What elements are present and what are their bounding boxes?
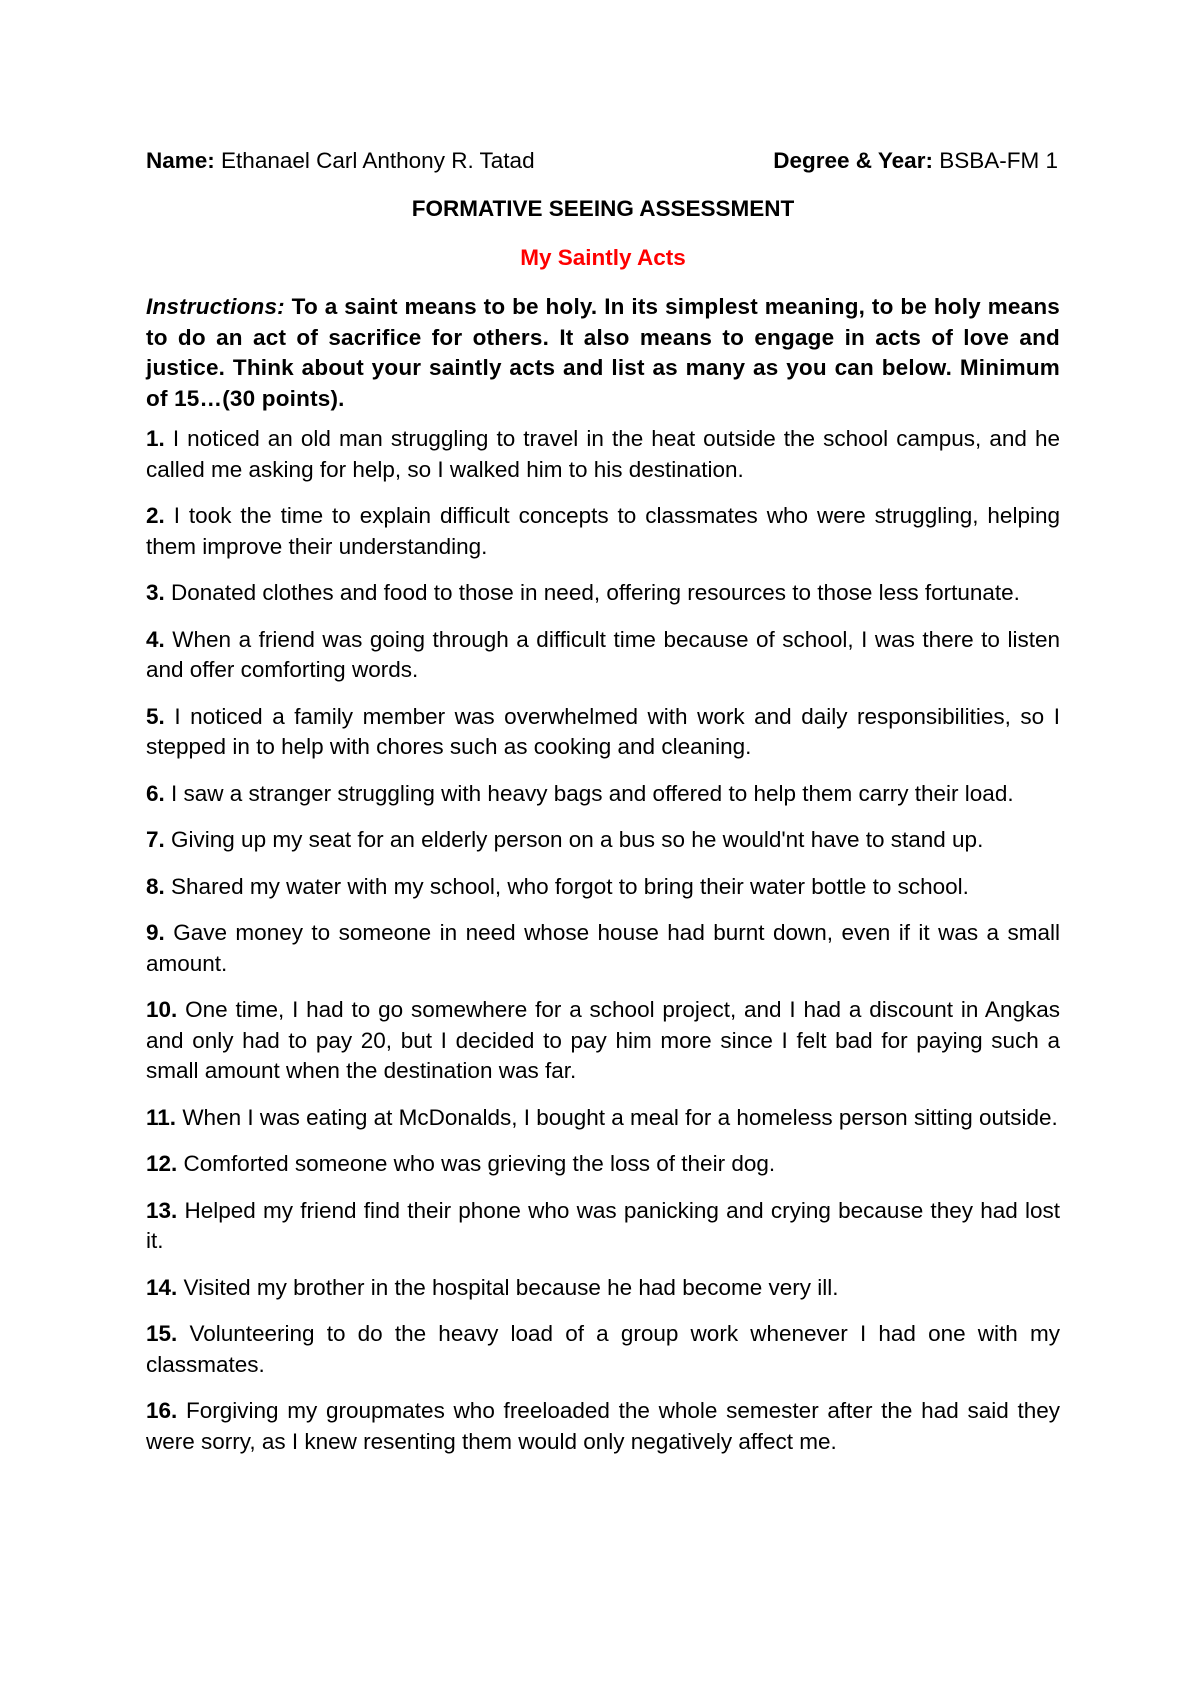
acts-list: [146, 424, 1060, 1457]
act-number: 11.: [146, 1104, 177, 1130]
act-text: I saw a stranger struggling with heavy bags and offered to help them carry their load.: [171, 780, 1014, 806]
act-item: [146, 1149, 1060, 1180]
act-item: [146, 578, 1060, 609]
act-item: [146, 501, 1060, 562]
act-number: 5.: [146, 703, 165, 729]
act-number: 1.: [146, 426, 165, 451]
act-item: [146, 825, 1060, 856]
act-item: [146, 918, 1060, 979]
act-item: [146, 1196, 1060, 1257]
act-number: 7.: [146, 827, 165, 852]
document-subtitle: My Saintly Acts: [520, 245, 686, 270]
act-text: I noticed an old man struggling to travel in the heat outside the school campus, and he called me asking for help, so I walked him to his destination.: [146, 426, 1060, 482]
act-number: 3.: [146, 580, 165, 605]
act-text: One time, I had to go somewhere for a school project, and I had a discount in Angkas and only had to pay 20, but I decided to pay him more since I felt bad for paying such a small amount when the destination was far.: [146, 997, 1060, 1083]
act-item: [146, 995, 1060, 1087]
act-number: 14.: [146, 1274, 178, 1300]
act-text: Helped my friend find their phone who was panicking and crying because they had lost it.: [146, 1197, 1060, 1253]
degree-field: [773, 146, 1058, 176]
act-item: [146, 1273, 1060, 1304]
instructions-text: To a saint means to be holy. In its simplest meaning, to be holy means to do an act of sacrifice for others. It also means to engage in acts of love and justice. Think about your saintly acts and list as many as you can below. Minimum of 15…(30 points).: [146, 294, 1060, 411]
header-row: [146, 146, 1060, 176]
name-value: Ethanael Carl Anthony R. Tatad: [221, 148, 535, 173]
act-text: Gave money to someone in need whose house had burnt down, even if it was a small amount.: [146, 920, 1060, 976]
act-text: When a friend was going through a difficult time because of school, I was there to listen and offer comforting words.: [146, 626, 1060, 682]
act-text: When I was eating at McDonalds, I bought a meal for a homeless person sitting outside.: [182, 1104, 1058, 1130]
act-text: Giving up my seat for an elderly person on a bus so he would'nt have to stand up.: [171, 827, 984, 852]
act-item: [146, 1396, 1060, 1457]
act-item: [146, 424, 1060, 485]
act-text: I took the time to explain difficult concepts to classmates who were struggling, helping them improve their understanding.: [146, 503, 1060, 559]
document-title: FORMATIVE SEEING ASSESSMENT: [411, 196, 795, 221]
degree-value: BSBA-FM 1: [939, 148, 1058, 173]
act-number: 12.: [146, 1151, 178, 1176]
act-number: 4.: [146, 626, 165, 652]
act-item: [146, 779, 1060, 810]
act-number: 15.: [146, 1321, 178, 1346]
act-item: [146, 1319, 1060, 1380]
act-number: 16.: [146, 1398, 178, 1423]
act-text: I noticed a family member was overwhelmed with work and daily responsibilities, so I stepped in to help with chores such as cooking and cleaning.: [146, 703, 1060, 759]
act-number: 6.: [146, 780, 165, 806]
act-number: 10.: [146, 997, 178, 1022]
document-content: [146, 146, 1060, 1473]
act-text: Shared my water with my school, who forgot to bring their water bottle to school.: [171, 873, 969, 899]
degree-label: Degree & Year:: [773, 148, 933, 173]
act-text: Visited my brother in the hospital because he had become very ill.: [183, 1274, 839, 1300]
name-field: [146, 146, 535, 176]
act-item: [146, 625, 1060, 686]
act-item: [146, 702, 1060, 763]
act-text: Donated clothes and food to those in need, offering resources to those less fortunate.: [171, 580, 1020, 605]
instructions-label: Instructions:: [146, 294, 285, 319]
act-item: [146, 1103, 1060, 1134]
act-number: 2.: [146, 503, 165, 528]
act-text: Volunteering to do the heavy load of a group work whenever I had one with my classmates.: [146, 1321, 1060, 1377]
act-number: 13.: [146, 1197, 178, 1223]
act-text: Forgiving my groupmates who freeloaded the whole semester after the had said they were sorry, as I knew resenting them would only negatively affect me.: [146, 1398, 1060, 1454]
act-item: [146, 872, 1060, 903]
act-text: Comforted someone who was grieving the loss of their dog.: [183, 1151, 776, 1176]
act-number: 9.: [146, 920, 165, 945]
act-number: 8.: [146, 873, 165, 899]
instructions: [146, 292, 1060, 414]
name-label: Name:: [146, 148, 215, 173]
